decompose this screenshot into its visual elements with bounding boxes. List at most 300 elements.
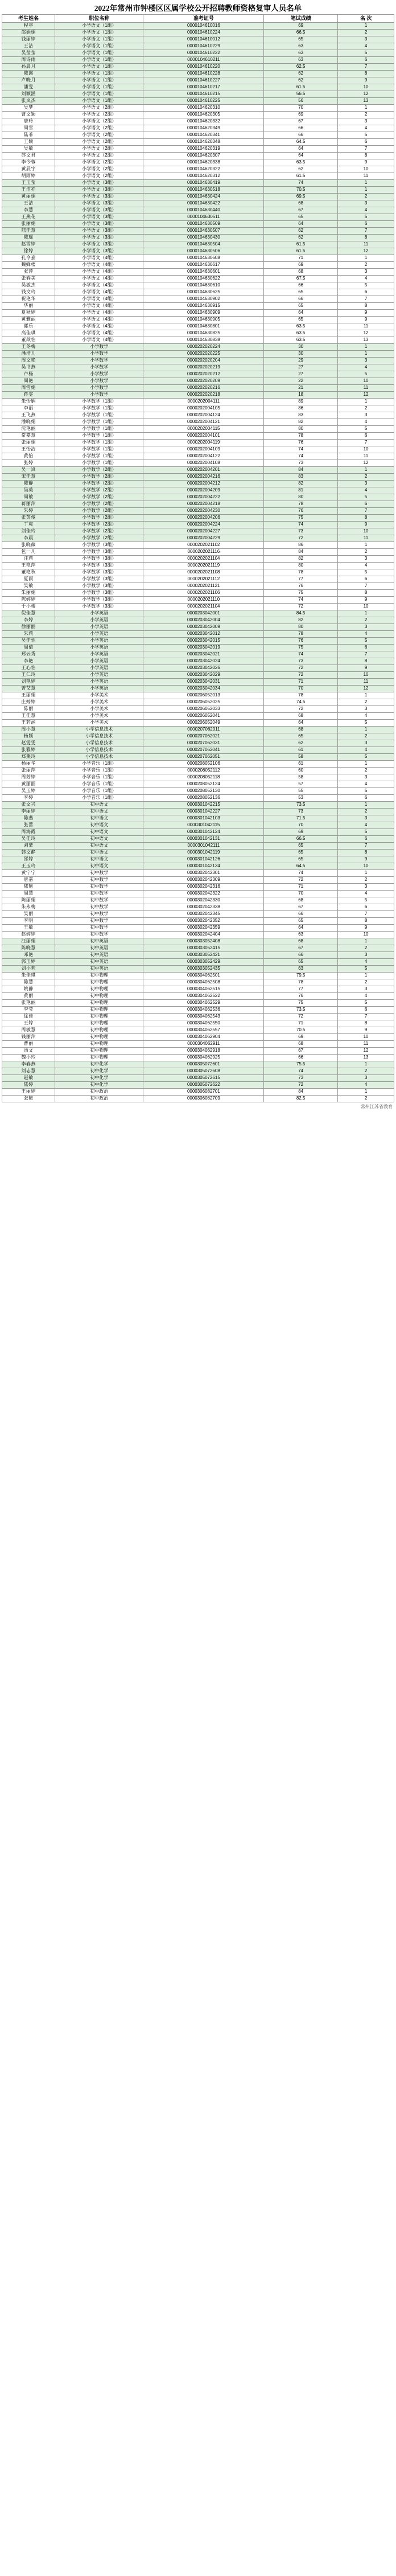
rank: 5: [338, 426, 394, 433]
candidate-name: 王燕花: [2, 214, 55, 221]
table-row: [2, 973, 394, 979]
exam-number: 0000302042309: [143, 877, 264, 884]
candidate-name: 高佳琪: [2, 330, 55, 337]
position-name: 小学数学（3组）: [55, 590, 143, 597]
rank: 3: [338, 774, 394, 781]
table-row: [2, 487, 394, 494]
exam-number: 0000202020224: [143, 344, 264, 351]
table-row: [2, 610, 394, 617]
exam-number: 0000202004230: [143, 508, 264, 515]
exam-number: 0000104620307: [143, 153, 264, 159]
table-row: [2, 850, 394, 856]
table-row: [2, 617, 394, 624]
table-row: [2, 77, 394, 84]
rank: 13: [338, 1055, 394, 1061]
rank: 2: [338, 877, 394, 884]
written-score: 65: [264, 733, 338, 740]
candidate-name: 董歆怡: [2, 337, 55, 344]
written-score: 67: [264, 207, 338, 214]
candidate-name: 王丽婷: [2, 1089, 55, 1096]
candidate-name: 张丽萍: [2, 768, 55, 774]
rank: 1: [338, 870, 394, 877]
table-row: [2, 727, 394, 733]
written-score: 82: [264, 617, 338, 624]
position-name: 小学信息技术: [55, 747, 143, 754]
exam-number: 0000207062011: [143, 727, 264, 733]
rank: 5: [338, 788, 394, 795]
table-row: [2, 358, 394, 364]
position-name: 初中化学: [55, 1075, 143, 1082]
rank: 5: [338, 371, 394, 378]
candidate-name: 李艳: [2, 658, 55, 665]
written-score: 30: [264, 351, 338, 358]
position-name: 小学英语: [55, 686, 143, 692]
candidate-name: 郑云秀: [2, 651, 55, 658]
exam-number: 0000202020225: [143, 351, 264, 358]
candidate-name: 丁爽: [2, 522, 55, 528]
exam-number: 0000302042345: [143, 911, 264, 918]
position-name: 小学数学（2组）: [55, 467, 143, 474]
position-name: 初中英语: [55, 966, 143, 973]
position-name: 小学语文（2组）: [55, 125, 143, 132]
written-score: 73: [264, 658, 338, 665]
position-name: 初中物理: [55, 1041, 143, 1048]
table-row: [2, 139, 394, 146]
candidate-name: 张艳丽: [2, 1000, 55, 1007]
exam-number: 0000104620322: [143, 166, 264, 173]
written-score: 78: [264, 631, 338, 638]
table-row: [2, 440, 394, 446]
written-score: 67: [264, 945, 338, 952]
position-name: 小学音乐（1组）: [55, 761, 143, 768]
position-name: 小学数学（3组）: [55, 576, 143, 583]
rank: 4: [338, 276, 394, 282]
rank: 2: [338, 30, 394, 36]
position-name: 小学数学: [55, 344, 143, 351]
candidate-name: 黄丽丽: [2, 781, 55, 788]
candidate-name: 王怡洁: [2, 446, 55, 453]
exam-number: 0000104610229: [143, 43, 264, 50]
footer-note: 常州江苏省教育: [361, 1104, 393, 1109]
candidate-name: 周文艳: [2, 358, 55, 364]
table-row: [2, 255, 394, 262]
exam-number: 0000104620319: [143, 146, 264, 153]
position-name: 小学语文（4组）: [55, 269, 143, 276]
candidate-name: 刘小莉: [2, 966, 55, 973]
exam-number: 0000104610222: [143, 50, 264, 57]
exam-number: 0000104620348: [143, 139, 264, 146]
table-row: [2, 768, 394, 774]
candidate-name: 王洁亦: [2, 187, 55, 194]
candidate-name: 程亭: [2, 23, 55, 30]
exam-number: 0000304062515: [143, 986, 264, 993]
candidate-name: 常嘉慧: [2, 433, 55, 440]
rank: 12: [338, 91, 394, 98]
table-row: [2, 153, 394, 159]
candidate-name: 张丽娟: [2, 221, 55, 228]
candidate-name: 徐婷: [2, 248, 55, 255]
position-name: 小学数学（2组）: [55, 528, 143, 535]
candidate-name: 陆菲: [2, 132, 55, 139]
position-name: 初中物理: [55, 1048, 143, 1055]
table-row: [2, 515, 394, 522]
exam-number: 0000104630509: [143, 221, 264, 228]
rank: 11: [338, 323, 394, 330]
rank: 6: [338, 501, 394, 508]
rank: 4: [338, 891, 394, 897]
position-name: 初中物理: [55, 1055, 143, 1061]
exam-number: 0000202020218: [143, 392, 264, 399]
written-score: 63: [264, 932, 338, 938]
exam-number: 0000203042012: [143, 631, 264, 638]
written-score: 74: [264, 1068, 338, 1075]
written-score: 65: [264, 36, 338, 43]
exam-number: 0000202004119: [143, 440, 264, 446]
candidate-name: 陈婷婷: [2, 597, 55, 604]
column-header-score: 笔试成绩: [264, 15, 338, 23]
rank: 1: [338, 542, 394, 549]
table-row: [2, 918, 394, 925]
position-name: 小学数学: [55, 392, 143, 399]
rank: 11: [338, 453, 394, 460]
written-score: 64.5: [264, 863, 338, 870]
rank: 10: [338, 166, 394, 173]
rank: 10: [338, 528, 394, 535]
candidate-name: 朱莉: [2, 631, 55, 638]
candidate-name: 蒋丽萍: [2, 501, 55, 508]
table-row: [2, 323, 394, 330]
written-score: 64.5: [264, 139, 338, 146]
exam-number: 0000302042330: [143, 897, 264, 904]
position-name: 小学数学（3组）: [55, 604, 143, 610]
rank: 9: [338, 77, 394, 84]
position-name: 初中物理: [55, 993, 143, 1000]
position-name: 小学语文（2组）: [55, 105, 143, 112]
position-name: 初中数学: [55, 877, 143, 884]
table-row: [2, 426, 394, 433]
position-name: 小学语文（1组）: [55, 71, 143, 77]
table-row: [2, 371, 394, 378]
candidate-name: 陈丽: [2, 706, 55, 713]
written-score: 27: [264, 371, 338, 378]
written-score: 63.5: [264, 323, 338, 330]
written-score: 66: [264, 911, 338, 918]
written-score: 86: [264, 405, 338, 412]
written-score: 68: [264, 200, 338, 207]
rank: 6: [338, 221, 394, 228]
exam-number: 0000202021106: [143, 590, 264, 597]
rank: 7: [338, 146, 394, 153]
candidate-name: 张雅婷: [2, 747, 55, 754]
candidate-name: 邵娟娟: [2, 30, 55, 36]
rank: 7: [338, 296, 394, 303]
candidate-name: 王若涵: [2, 720, 55, 727]
exam-number: 0000304062925: [143, 1055, 264, 1061]
written-score: 53: [264, 795, 338, 802]
table-row: [2, 1014, 394, 1020]
table-row: [2, 870, 394, 877]
candidate-name: 朱怡娴: [2, 399, 55, 405]
exam-number: 0000104610217: [143, 84, 264, 91]
written-score: 64: [264, 720, 338, 727]
table-row: [2, 364, 394, 371]
table-row: [2, 706, 394, 713]
written-score: 75.5: [264, 1061, 338, 1068]
candidate-name: 吴梦: [2, 105, 55, 112]
written-score: 63: [264, 57, 338, 64]
written-score: 63: [264, 50, 338, 57]
position-name: 小学数学: [55, 358, 143, 364]
exam-number: 0000301042119: [143, 850, 264, 856]
table-row: [2, 84, 394, 91]
table-row: [2, 802, 394, 809]
rank: 8: [338, 515, 394, 522]
rank: 5: [338, 50, 394, 57]
position-name: 小学语文（2组）: [55, 166, 143, 173]
written-score: 77: [264, 576, 338, 583]
table-row: [2, 50, 394, 57]
table-row: [2, 228, 394, 235]
position-name: 初中物理: [55, 986, 143, 993]
table-row: [2, 761, 394, 768]
written-score: 80: [264, 494, 338, 501]
position-name: 初中英语: [55, 945, 143, 952]
candidate-name: 王玉莹: [2, 180, 55, 187]
candidate-name: 孔令嘉: [2, 255, 55, 262]
written-score: 78: [264, 501, 338, 508]
exam-number: 0000302042322: [143, 891, 264, 897]
table-row: [2, 207, 394, 214]
position-name: 初中英语: [55, 952, 143, 959]
candidate-name: 王飞燕: [2, 412, 55, 419]
rank: 2: [338, 617, 394, 624]
candidate-name: 周诗雨: [2, 57, 55, 64]
position-name: 小学数学: [55, 385, 143, 392]
written-score: 22: [264, 378, 338, 385]
position-name: 小学英语: [55, 679, 143, 686]
position-name: 小学信息技术: [55, 740, 143, 747]
written-score: 67.5: [264, 276, 338, 282]
rank: 4: [338, 822, 394, 829]
position-name: 小学美术: [55, 692, 143, 699]
rank: 9: [338, 1027, 394, 1034]
rank: 5: [338, 754, 394, 761]
position-name: 小学语文（4组）: [55, 296, 143, 303]
candidate-name: 曾艾慧: [2, 686, 55, 692]
table-row: [2, 214, 394, 221]
written-score: 71: [264, 255, 338, 262]
candidate-name: 王佳慧: [2, 713, 55, 720]
table-row: [2, 815, 394, 822]
rank: 6: [338, 904, 394, 911]
exam-number: 0000104630622: [143, 276, 264, 282]
exam-number: 0000202004218: [143, 501, 264, 508]
exam-number: 0000202020216: [143, 385, 264, 392]
table-row: [2, 733, 394, 740]
rank: 1: [338, 399, 394, 405]
written-score: 68: [264, 897, 338, 904]
exam-number: 0000304062911: [143, 1041, 264, 1048]
table-row: [2, 269, 394, 276]
written-score: 70.5: [264, 1027, 338, 1034]
candidate-name: 汪丽娟: [2, 938, 55, 945]
position-name: 小学数学: [55, 378, 143, 385]
table-row: [2, 986, 394, 993]
candidate-name: 王冬梅: [2, 344, 55, 351]
position-name: 初中语文: [55, 815, 143, 822]
candidate-name: 魏小玲: [2, 1055, 55, 1061]
exam-number: 0000304062508: [143, 979, 264, 986]
exam-number: 0000302042404: [143, 932, 264, 938]
exam-number: 0000203042021: [143, 651, 264, 658]
exam-number: 0000203042029: [143, 672, 264, 679]
exam-number: 0000202021116: [143, 549, 264, 556]
candidate-name: 苏文君: [2, 153, 55, 159]
rank: 1: [338, 467, 394, 474]
candidate-name: 李慧: [2, 207, 55, 214]
position-name: 小学英语: [55, 645, 143, 651]
position-name: 小学语文（4组）: [55, 276, 143, 282]
rank: 11: [338, 385, 394, 392]
exam-number: 0000104620312: [143, 173, 264, 180]
candidate-name: 李春燕: [2, 1061, 55, 1068]
table-row: [2, 1000, 394, 1007]
table-row: [2, 453, 394, 460]
table-row: [2, 754, 394, 761]
table-row: [2, 740, 394, 747]
written-score: 66: [264, 132, 338, 139]
position-name: 小学语文（1组）: [55, 50, 143, 57]
rank: 8: [338, 658, 394, 665]
written-score: 65: [264, 856, 338, 863]
table-row: [2, 822, 394, 829]
table-row: [2, 98, 394, 105]
written-score: 80: [264, 624, 338, 631]
table-row: [2, 125, 394, 132]
exam-number: 0000202021102: [143, 542, 264, 549]
position-name: 小学英语: [55, 617, 143, 624]
table-row: [2, 836, 394, 843]
written-score: 56.5: [264, 91, 338, 98]
exam-number: 0000104610228: [143, 71, 264, 77]
table-header-row: [2, 15, 394, 23]
table-row: [2, 563, 394, 569]
candidate-name: 吴英: [2, 487, 55, 494]
table-row: [2, 36, 394, 43]
written-score: 73.5: [264, 802, 338, 809]
written-score: 76: [264, 993, 338, 1000]
candidate-name: 王敏: [2, 925, 55, 932]
written-score: 64: [264, 146, 338, 153]
exam-number: 0000302042338: [143, 904, 264, 911]
exam-number: 0000104630518: [143, 187, 264, 194]
table-row: [2, 590, 394, 597]
exam-number: 0000104630610: [143, 282, 264, 289]
candidate-name: 周雪娟: [2, 385, 55, 392]
candidate-name: 潘晓娟: [2, 419, 55, 426]
written-score: 63.5: [264, 337, 338, 344]
exam-number: 0000206052049: [143, 720, 264, 727]
exam-number: 0000202021104: [143, 604, 264, 610]
candidate-name: 陈丽娟: [2, 897, 55, 904]
table-row: [2, 412, 394, 419]
position-name: 初中数学: [55, 925, 143, 932]
table-row: [2, 686, 394, 692]
exam-number: 0000206052025: [143, 699, 264, 706]
rank: 9: [338, 597, 394, 604]
table-row: [2, 57, 394, 64]
candidate-name: 姚静: [2, 986, 55, 993]
table-row: [2, 310, 394, 317]
table-row: [2, 863, 394, 870]
written-score: 29: [264, 358, 338, 364]
candidate-name: 张春美: [2, 276, 55, 282]
candidate-name: 宋佳慧: [2, 474, 55, 481]
written-score: 63.5: [264, 159, 338, 166]
table-row: [2, 692, 394, 699]
exam-number: 0000203042001: [143, 610, 264, 617]
exam-number: 0000302042316: [143, 884, 264, 891]
candidate-name: 朱永梅: [2, 904, 55, 911]
table-row: [2, 173, 394, 180]
exam-number: 0000104630601: [143, 269, 264, 276]
written-score: 68: [264, 269, 338, 276]
rank: 5: [338, 494, 394, 501]
table-row: [2, 1027, 394, 1034]
rank: 4: [338, 781, 394, 788]
position-name: 初中数学: [55, 911, 143, 918]
position-name: 初中物理: [55, 1000, 143, 1007]
exam-number: 0000304062529: [143, 1000, 264, 1007]
written-score: 64: [264, 221, 338, 228]
table-row: [2, 952, 394, 959]
position-name: 初中数学: [55, 884, 143, 891]
candidate-name: 李丽: [2, 405, 55, 412]
rank: 6: [338, 1007, 394, 1014]
position-name: 初中数学: [55, 932, 143, 938]
exam-number: 0000202004115: [143, 426, 264, 433]
table-row: [2, 419, 394, 426]
exam-number: 0000303052435: [143, 966, 264, 973]
exam-number: 0000301042126: [143, 856, 264, 863]
written-score: 66: [264, 125, 338, 132]
exam-number: 0000301042111: [143, 843, 264, 850]
exam-number: 0000301042215: [143, 802, 264, 809]
rank: 3: [338, 556, 394, 563]
table-row: [2, 23, 394, 30]
written-score: 58: [264, 774, 338, 781]
candidate-name: 周海霞: [2, 829, 55, 836]
written-score: 64: [264, 310, 338, 317]
rank: 3: [338, 740, 394, 747]
table-row: [2, 795, 394, 802]
exam-number: 0000203042034: [143, 686, 264, 692]
candidate-name: 赵雪婷: [2, 241, 55, 248]
table-row: [2, 200, 394, 207]
rank: 3: [338, 118, 394, 125]
rank: 10: [338, 1034, 394, 1041]
written-score: 61: [264, 761, 338, 768]
written-score: 72: [264, 604, 338, 610]
table-row: [2, 248, 394, 255]
candidate-name: 赵婷婷: [2, 932, 55, 938]
exam-number: 0000104630430: [143, 235, 264, 241]
exam-number: 0000104630905: [143, 317, 264, 323]
rank: 10: [338, 446, 394, 453]
table-row: [2, 159, 394, 166]
rank: 8: [338, 235, 394, 241]
candidate-name: 王心怡: [2, 665, 55, 672]
